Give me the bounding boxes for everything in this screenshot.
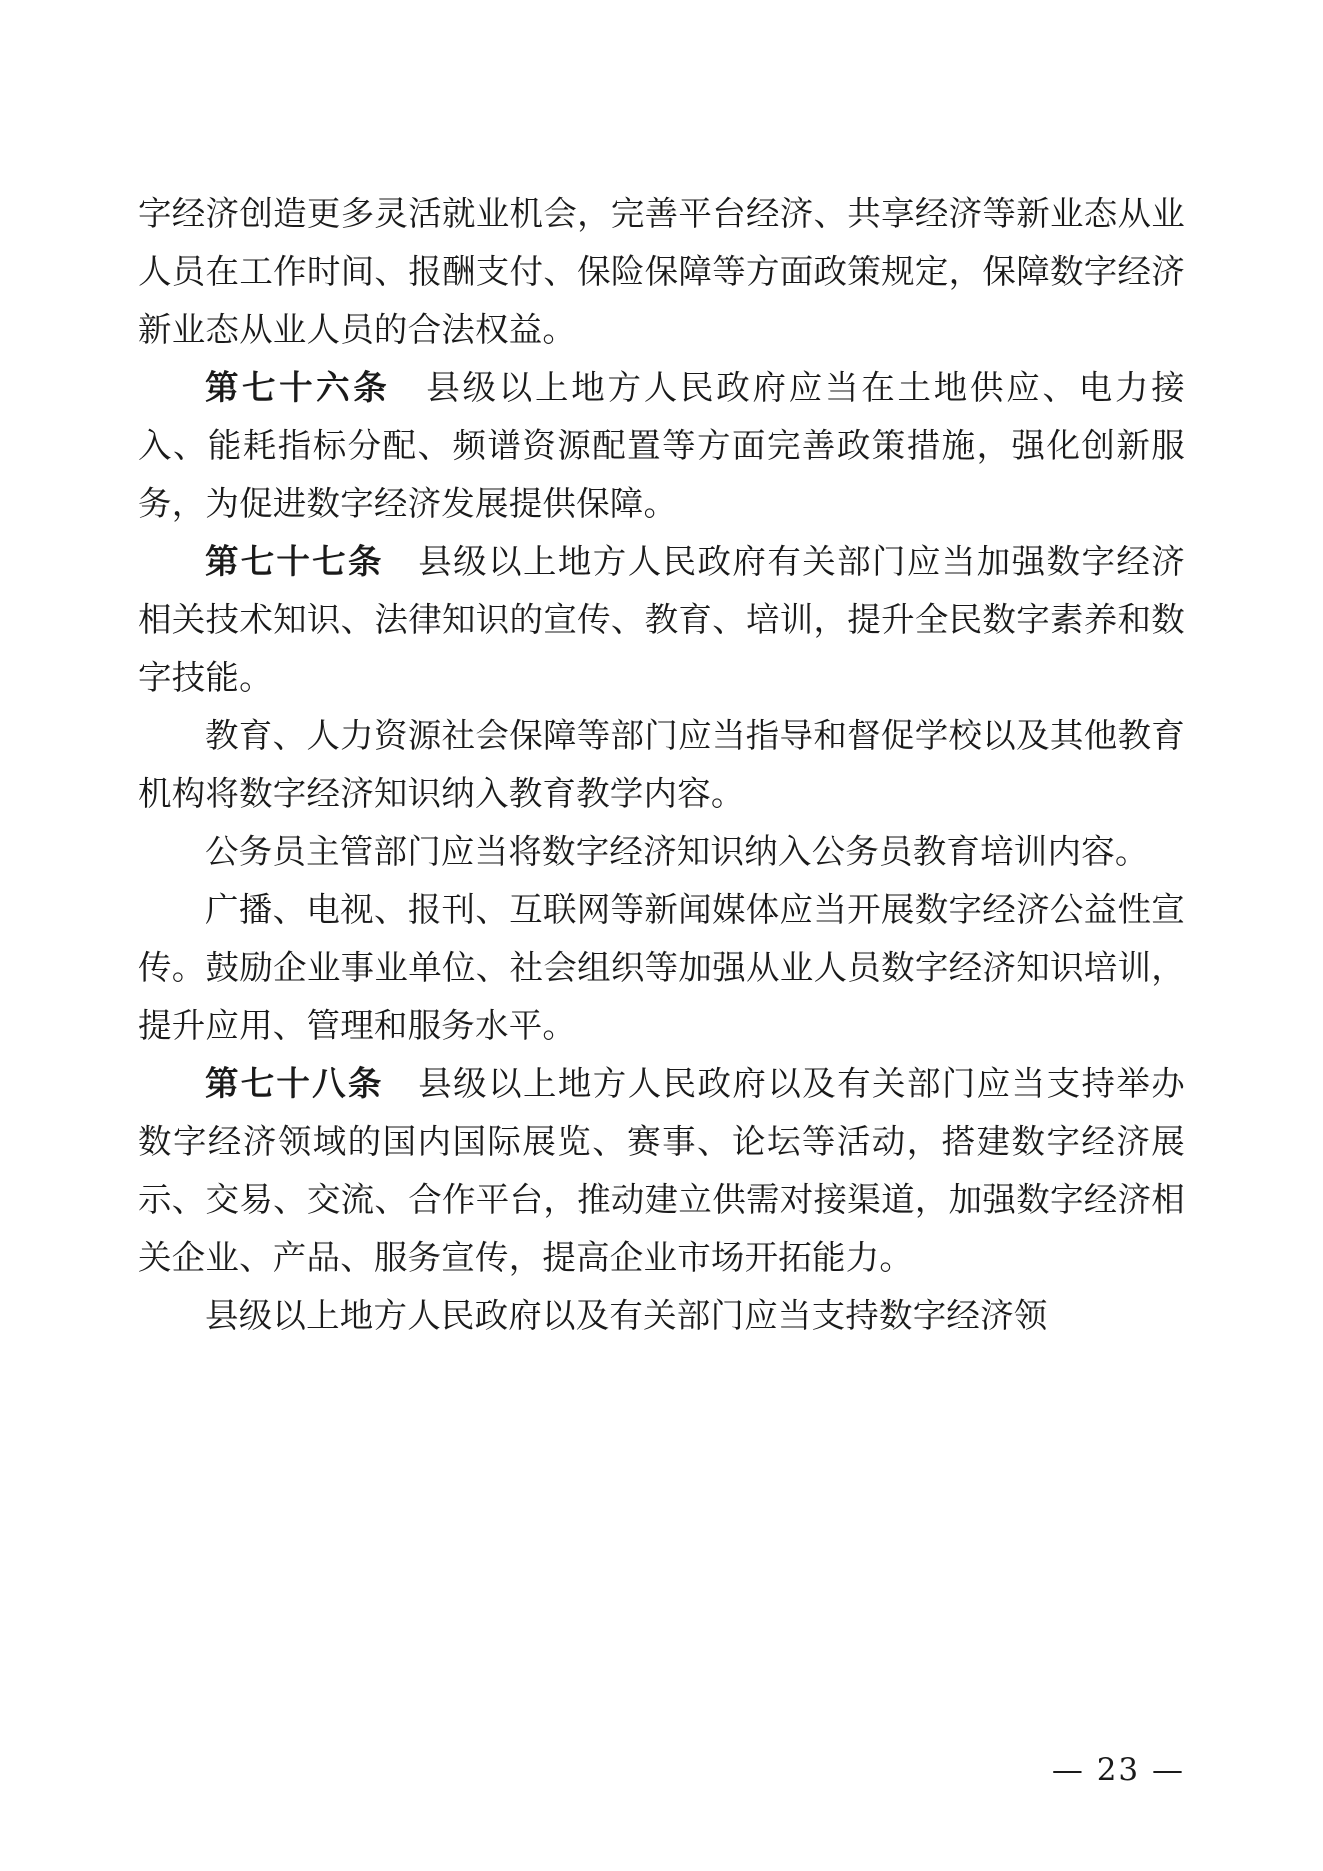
paragraph-text: 县级以上地方人民政府有关部门应当加强数字经济相关技术知识、法律知识的宣传、教育、培训，提升全民数字素养和数字技能。 xyxy=(138,542,1186,697)
article-label-78: 第七十八条 xyxy=(205,1064,384,1103)
paragraph-continuation xyxy=(138,185,1185,359)
paragraph-text: 教育、人力资源社会保障等部门应当指导和督促学校以及其他教育机构将数字经济知识纳入教育教学内容。 xyxy=(138,716,1185,813)
paragraph-text: 县级以上地方人民政府以及有关部门应当支持数字经济领 xyxy=(205,1296,1048,1335)
article-paragraph-78 xyxy=(138,1055,1185,1287)
paragraph-text: 县级以上地方人民政府以及有关部门应当支持举办数字经济领域的国内国际展览、赛事、论坛等活动，搭建数字经济展示、交易、交流、合作平台，推动建立供需对接渠道，加强数字经济相关企业、产品、服务宣传，提高企业市场开拓能力。 xyxy=(138,1064,1186,1277)
paragraph-media xyxy=(138,881,1185,1055)
page-footer xyxy=(138,1747,1185,1793)
paragraph-text: 县级以上地方人民政府应当在土地供应、电力接入、能耗指标分配、频谱资源配置等方面完善政策措施，强化创新服务，为促进数字经济发展提供保障。 xyxy=(138,368,1185,523)
paragraph-text: 广播、电视、报刊、互联网等新闻媒体应当开展数字经济公益性宣传。鼓励企业事业单位、社会组织等加强从业人员数字经济知识培训，提升应用、管理和服务水平。 xyxy=(138,890,1185,1045)
paragraph-text: 字经济创造更多灵活就业机会，完善平台经济、共享经济等新业态从业人员在工作时间、报酬支付、保险保障等方面政策规定，保障数字经济新业态从业人员的合法权益。 xyxy=(138,194,1185,349)
paragraph-text: 公务员主管部门应当将数字经济知识纳入公务员教育培训内容。 xyxy=(205,832,1149,871)
paragraph-civil-servants xyxy=(138,823,1185,881)
page-number: — 23 — xyxy=(1051,1752,1185,1788)
paragraph-trailing xyxy=(138,1287,1185,1345)
article-label-77: 第七十七条 xyxy=(205,542,384,581)
article-paragraph-76 xyxy=(138,359,1185,533)
document-body xyxy=(138,185,1185,1345)
paragraph-education xyxy=(138,707,1185,823)
article-label-76: 第七十六条 xyxy=(205,368,391,407)
article-paragraph-77 xyxy=(138,533,1185,707)
